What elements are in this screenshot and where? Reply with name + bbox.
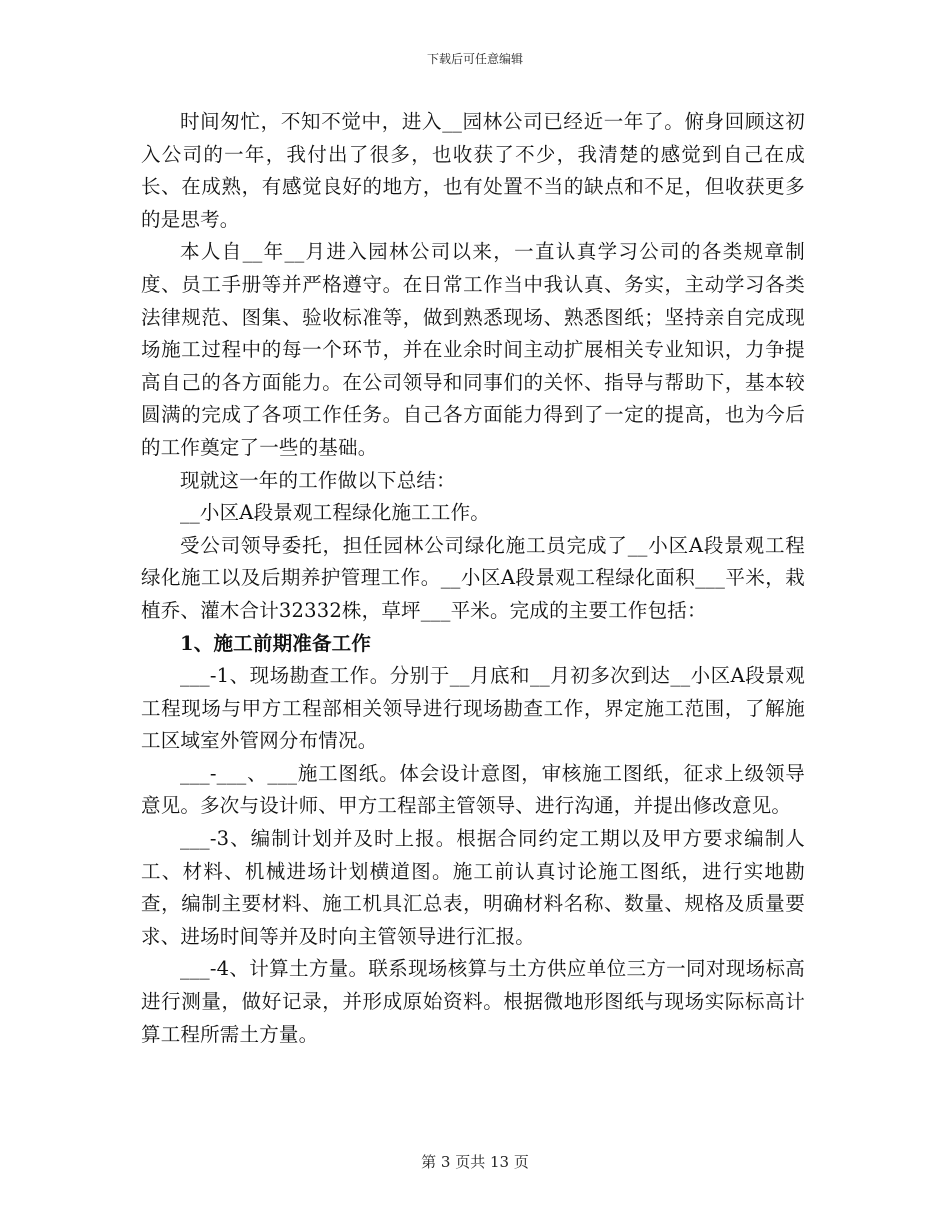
paragraph-project-title: __小区A段景观工程绿化施工工作。: [180, 501, 490, 525]
paragraph-intro: 时间匆忙，不知不觉中，进入__园林公司已经近一年了。俯身回顾这初入公司的一年，我付出了很多，也收获了不少，我清楚的感觉到自己在成长、在成熟，有感觉良好的地方，也有处置不当的缺点和不足，但收获更多的是思考。: [141, 110, 805, 231]
page-footer: 第 3 页共 13 页: [421, 1153, 529, 1171]
paragraph-item-3: ___-3、编制计划并及时上报。根据合同约定工期以及甲方要求编制人工、材料、机械进场计划横道图。施工前认真讨论施工图纸，进行实地勘查，编制主要材料、施工机具汇总表，明确材料名称、数量、规格及质量要求、进场时间等并及时向主管领导进行汇报。: [141, 827, 805, 948]
document-body: [141, 106, 805, 1051]
page-header: 下载后可任意编辑: [426, 52, 523, 66]
section-heading: 1、施工前期准备工作: [180, 631, 372, 655]
paragraph-project-description: 受公司领导委托，担任园林公司绿化施工员完成了__小区A段景观工程绿化施工以及后期养护管理工作。__小区A段景观工程绿化面积___平米，栽植乔、灌木合计32332株，草坪___平米。完成的主要工作包括：: [141, 533, 805, 622]
paragraph-item-1: ___-1、现场勘查工作。分别于__月底和__月初多次到达__小区A段景观工程现场与甲方工程部相关领导进行现场勘查工作，界定施工范围，了解施工区域室外管网分布情况。: [141, 664, 805, 753]
paragraph-summary-lead: 现就这一年的工作做以下总结：: [180, 468, 456, 492]
paragraph-item-4: ___-4、计算土方量。联系现场核算与土方供应单位三方一同对现场标高进行测量，做好记录，并形成原始资料。根据微地形图纸与现场实际标高计算工程所需土方量。: [141, 957, 805, 1046]
paragraph-overview: 本人自__年__月进入园林公司以来，一直认真学习公司的各类规章制度、员工手册等并严格遵守。在日常工作当中我认真、务实，主动学习各类法律规范、图集、验收标准等，做到熟悉现场、熟悉图纸；坚持亲自完成现场施工过程中的每一个环节，并在业余时间主动扩展相关专业知识，力争提高自己的各方面能力。在公司领导和同事们的关怀、指导与帮助下，基本较圆满的完成了各项工作任务。自己各方面能力得到了一定的提高，也为今后的工作奠定了一些的基础。: [141, 240, 805, 459]
paragraph-item-2: ___-___、___施工图纸。体会设计意图，审核施工图纸，征求上级领导意见。多次与设计师、甲方工程部主管领导、进行沟通，并提出修改意见。: [141, 761, 805, 818]
